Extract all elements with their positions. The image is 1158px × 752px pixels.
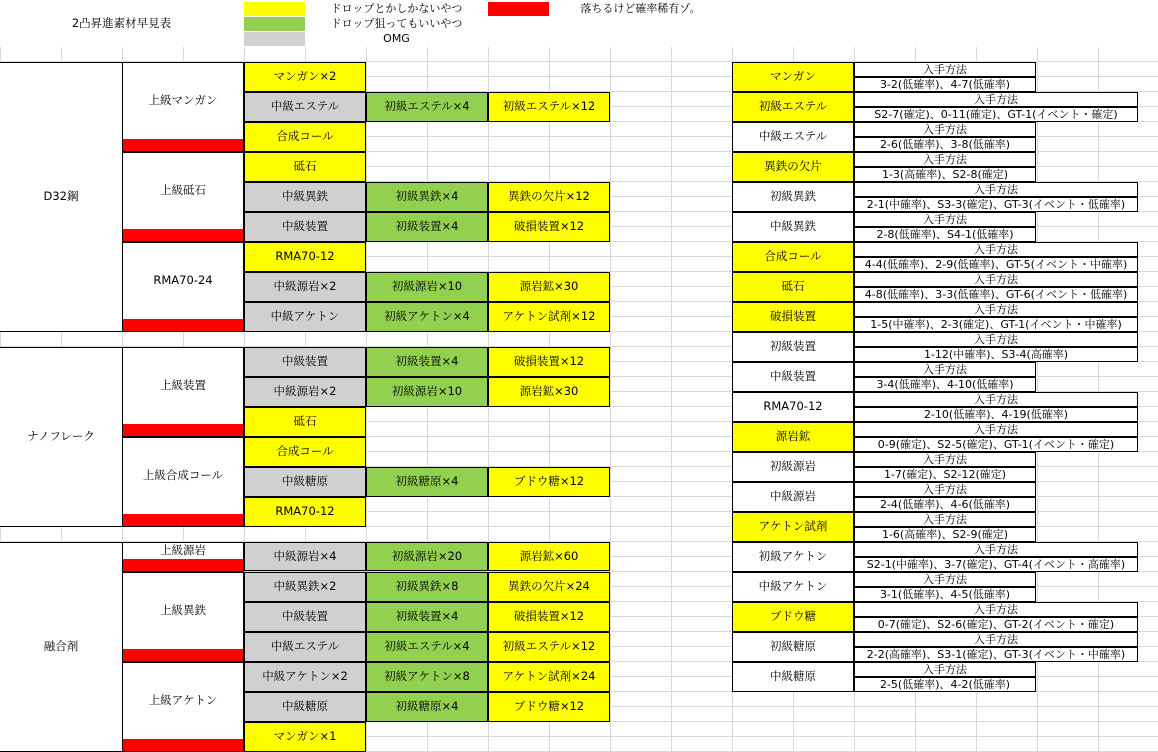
source-name: 初級装置	[732, 332, 854, 362]
source-name: 初級アケトン	[732, 542, 854, 572]
source-detail: S2-1(中確率)、3-7(確定)、GT-4(イベント・高確率)	[854, 557, 1138, 572]
legend-label: ドロップとかしかないやつ	[330, 1, 463, 15]
source-name: 源岩鉱	[732, 422, 854, 452]
material-cell: 初級異鉄×8	[366, 572, 488, 602]
source-detail: 2-8(低確率)、S4-1(低確率)	[854, 227, 1036, 242]
source-name: 砥石	[732, 272, 854, 302]
source-detail: 3-4(低確率)、4-10(低確率)	[854, 377, 1036, 392]
source-method: 入手方法	[854, 212, 1036, 227]
material-cell: 中級アケトン×2	[244, 662, 366, 692]
source-name: 初級糖原	[732, 632, 854, 662]
legend-swatch	[244, 17, 305, 31]
material-cell: 破損装置×12	[488, 212, 610, 242]
source-method: 入手方法	[854, 482, 1036, 497]
rare-drop-bar	[123, 559, 243, 571]
source-name: 中級異鉄	[732, 212, 854, 242]
material-cell: 砥石	[244, 152, 366, 182]
source-method: 入手方法	[854, 512, 1036, 527]
material-cell: 中級源岩×4	[244, 542, 366, 571]
legend-label: ドロップ狙ってもいいやつ	[330, 16, 463, 30]
source-method: 入手方法	[854, 542, 1138, 557]
material-cell: 中級源岩×2	[244, 272, 366, 302]
legend-label: 落ちるけど確率稀有ゾ。	[580, 1, 701, 15]
source-detail: 1-12(中確率)、S3-4(高確率)	[854, 347, 1138, 362]
rare-drop-bar	[123, 229, 243, 241]
legend-label: OMG	[383, 31, 410, 45]
rare-drop-bar	[123, 739, 243, 751]
source-name: 初級エステル	[732, 92, 854, 122]
source-method: 入手方法	[854, 572, 1036, 587]
source-method: 入手方法	[854, 662, 1036, 677]
group-label: 上級砥石	[160, 182, 206, 197]
material-cell: 初級源岩×20	[366, 542, 488, 571]
source-method: 入手方法	[854, 92, 1138, 107]
material-cell: 初級装置×4	[366, 347, 488, 377]
group-label: RMA70-24	[153, 272, 213, 287]
source-method: 入手方法	[854, 182, 1138, 197]
source-name: 初級異鉄	[732, 182, 854, 212]
group-label: 上級アケトン	[148, 692, 218, 707]
material-cell: 中級装置	[244, 212, 366, 242]
source-detail: 1-6(高確率)、S2-9(確定)	[854, 527, 1036, 542]
material-cell: 中級異鉄×2	[244, 572, 366, 602]
material-cell: 中級糖原	[244, 467, 366, 497]
source-detail: 2-6(低確率)、3-8(低確率)	[854, 137, 1036, 152]
source-name: 初級源岩	[732, 452, 854, 482]
source-method: 入手方法	[854, 392, 1138, 407]
material-cell: 破損装置×12	[488, 347, 610, 377]
source-method: 入手方法	[854, 242, 1138, 257]
material-cell: アケトン試剤×24	[488, 662, 610, 692]
rare-drop-bar	[123, 319, 243, 331]
source-detail: 2-4(低確率)、4-6(低確率)	[854, 497, 1036, 512]
source-name: 合成コール	[732, 242, 854, 272]
material-cell: 初級異鉄×4	[366, 182, 488, 212]
material-cell: 初級装置×4	[366, 212, 488, 242]
material-cell: 初級エステル×4	[366, 92, 488, 122]
material-cell: 初級アケトン×8	[366, 662, 488, 692]
source-detail: 3-1(低確率)、4-5(低確率)	[854, 587, 1036, 602]
material-cell: 合成コール	[244, 437, 366, 467]
source-method: 入手方法	[854, 122, 1036, 137]
source-method: 入手方法	[854, 272, 1138, 287]
source-name: RMA70-12	[732, 392, 854, 422]
legend-swatch	[244, 32, 305, 46]
group-label: 上級源岩	[160, 542, 206, 557]
source-method: 入手方法	[854, 302, 1138, 317]
page-title: 2凸昇進素材早見表	[71, 15, 172, 30]
source-detail: 0-7(確定)、S2-6(確定)、GT-2(イベント・確定)	[854, 617, 1138, 632]
source-name: ブドウ糖	[732, 602, 854, 632]
material-cell: 中級異鉄	[244, 182, 366, 212]
section-label: 融合剤	[43, 639, 79, 654]
source-detail: 2-5(低確率)、4-2(低確率)	[854, 677, 1036, 692]
material-cell: マンガン×2	[244, 62, 366, 92]
material-cell: 初級源岩×10	[366, 377, 488, 407]
group-label: 上級マンガン	[148, 92, 218, 107]
source-method: 入手方法	[854, 62, 1036, 77]
source-method: 入手方法	[854, 152, 1036, 167]
source-detail: 3-2(低確率)、4-7(低確率)	[854, 77, 1036, 92]
source-detail: S2-7(確定)、0-11(確定)、GT-1(イベント・確定)	[854, 107, 1138, 122]
material-cell: 中級アケトン	[244, 302, 366, 332]
group-label: 上級異鉄	[160, 602, 206, 617]
material-cell: 中級エステル	[244, 632, 366, 662]
material-cell: 異鉄の欠片×24	[488, 572, 610, 602]
source-detail: 2-2(高確率)、S3-1(確定)、GT-3(イベント・中確率)	[854, 647, 1138, 662]
group-label: 上級装置	[160, 377, 206, 392]
source-detail: 2-10(低確率)、4-19(低確率)	[854, 407, 1138, 422]
source-detail: 0-9(確定)、S2-5(確定)、GT-1(イベント・確定)	[854, 437, 1138, 452]
material-cell: 異鉄の欠片×12	[488, 182, 610, 212]
source-detail: 2-1(中確率)、S3-3(確定)、GT-3(イベント・低確率)	[854, 197, 1138, 212]
section-label: ナノフレーク	[27, 429, 95, 444]
source-detail: 4-4(低確率)、2-9(低確率)、GT-5(イベント・中確率)	[854, 257, 1138, 272]
rare-drop-bar	[123, 139, 243, 151]
material-cell: ブドウ糖×12	[488, 467, 610, 497]
source-name: 中級アケトン	[732, 572, 854, 602]
material-cell: 初級エステル×12	[488, 632, 610, 662]
material-cell: RMA70-12	[244, 497, 366, 527]
source-method: 入手方法	[854, 332, 1138, 347]
source-detail: 1-7(確定)、S2-12(確定)	[854, 467, 1036, 482]
material-cell: マンガン×1	[244, 722, 366, 752]
material-cell: アケトン試剤×12	[488, 302, 610, 332]
rare-drop-bar	[123, 424, 243, 436]
material-cell: 初級エステル×12	[488, 92, 610, 122]
source-detail: 1-5(中確率)、2-3(確定)、GT-1(イベント・中確率)	[854, 317, 1138, 332]
rare-drop-bar	[123, 649, 243, 661]
material-cell: 中級源岩×2	[244, 377, 366, 407]
legend-swatch	[244, 2, 305, 16]
source-method: 入手方法	[854, 422, 1138, 437]
section-label: D32鋼	[43, 189, 79, 204]
material-cell: 破損装置×12	[488, 602, 610, 632]
material-cell: 中級糖原	[244, 692, 366, 722]
source-method: 入手方法	[854, 632, 1138, 647]
source-name: 中級エステル	[732, 122, 854, 152]
material-cell: 合成コール	[244, 122, 366, 152]
material-cell: 中級装置	[244, 347, 366, 377]
material-cell: 初級エステル×4	[366, 632, 488, 662]
material-cell: 初級アケトン×4	[366, 302, 488, 332]
material-cell: 源岩鉱×60	[488, 542, 610, 571]
material-cell: 砥石	[244, 407, 366, 437]
material-cell: RMA70-12	[244, 242, 366, 272]
material-cell: 源岩鉱×30	[488, 272, 610, 302]
source-method: 入手方法	[854, 362, 1036, 377]
material-cell: 中級装置	[244, 602, 366, 632]
material-cell: 源岩鉱×30	[488, 377, 610, 407]
legend-swatch	[488, 2, 549, 16]
material-cell: 初級糖原×4	[366, 692, 488, 722]
source-name: 中級糖原	[732, 662, 854, 692]
source-name: マンガン	[732, 62, 854, 92]
material-cell: 中級エステル	[244, 92, 366, 122]
source-name: 中級源岩	[732, 482, 854, 512]
source-method: 入手方法	[854, 452, 1036, 467]
source-name: 異鉄の欠片	[732, 152, 854, 182]
source-method: 入手方法	[854, 602, 1138, 617]
rare-drop-bar	[123, 514, 243, 526]
source-name: アケトン試剤	[732, 512, 854, 542]
material-cell: 初級装置×4	[366, 602, 488, 632]
group-label: 上級合成コール	[142, 467, 224, 482]
source-detail: 4-8(低確率)、3-3(低確率)、GT-6(イベント・低確率)	[854, 287, 1138, 302]
source-name: 破損装置	[732, 302, 854, 332]
material-cell: 初級源岩×10	[366, 272, 488, 302]
source-detail: 1-3(高確率)、S2-8(確定)	[854, 167, 1036, 182]
material-cell: ブドウ糖×12	[488, 692, 610, 722]
material-cell: 初級糖原×4	[366, 467, 488, 497]
source-name: 中級装置	[732, 362, 854, 392]
